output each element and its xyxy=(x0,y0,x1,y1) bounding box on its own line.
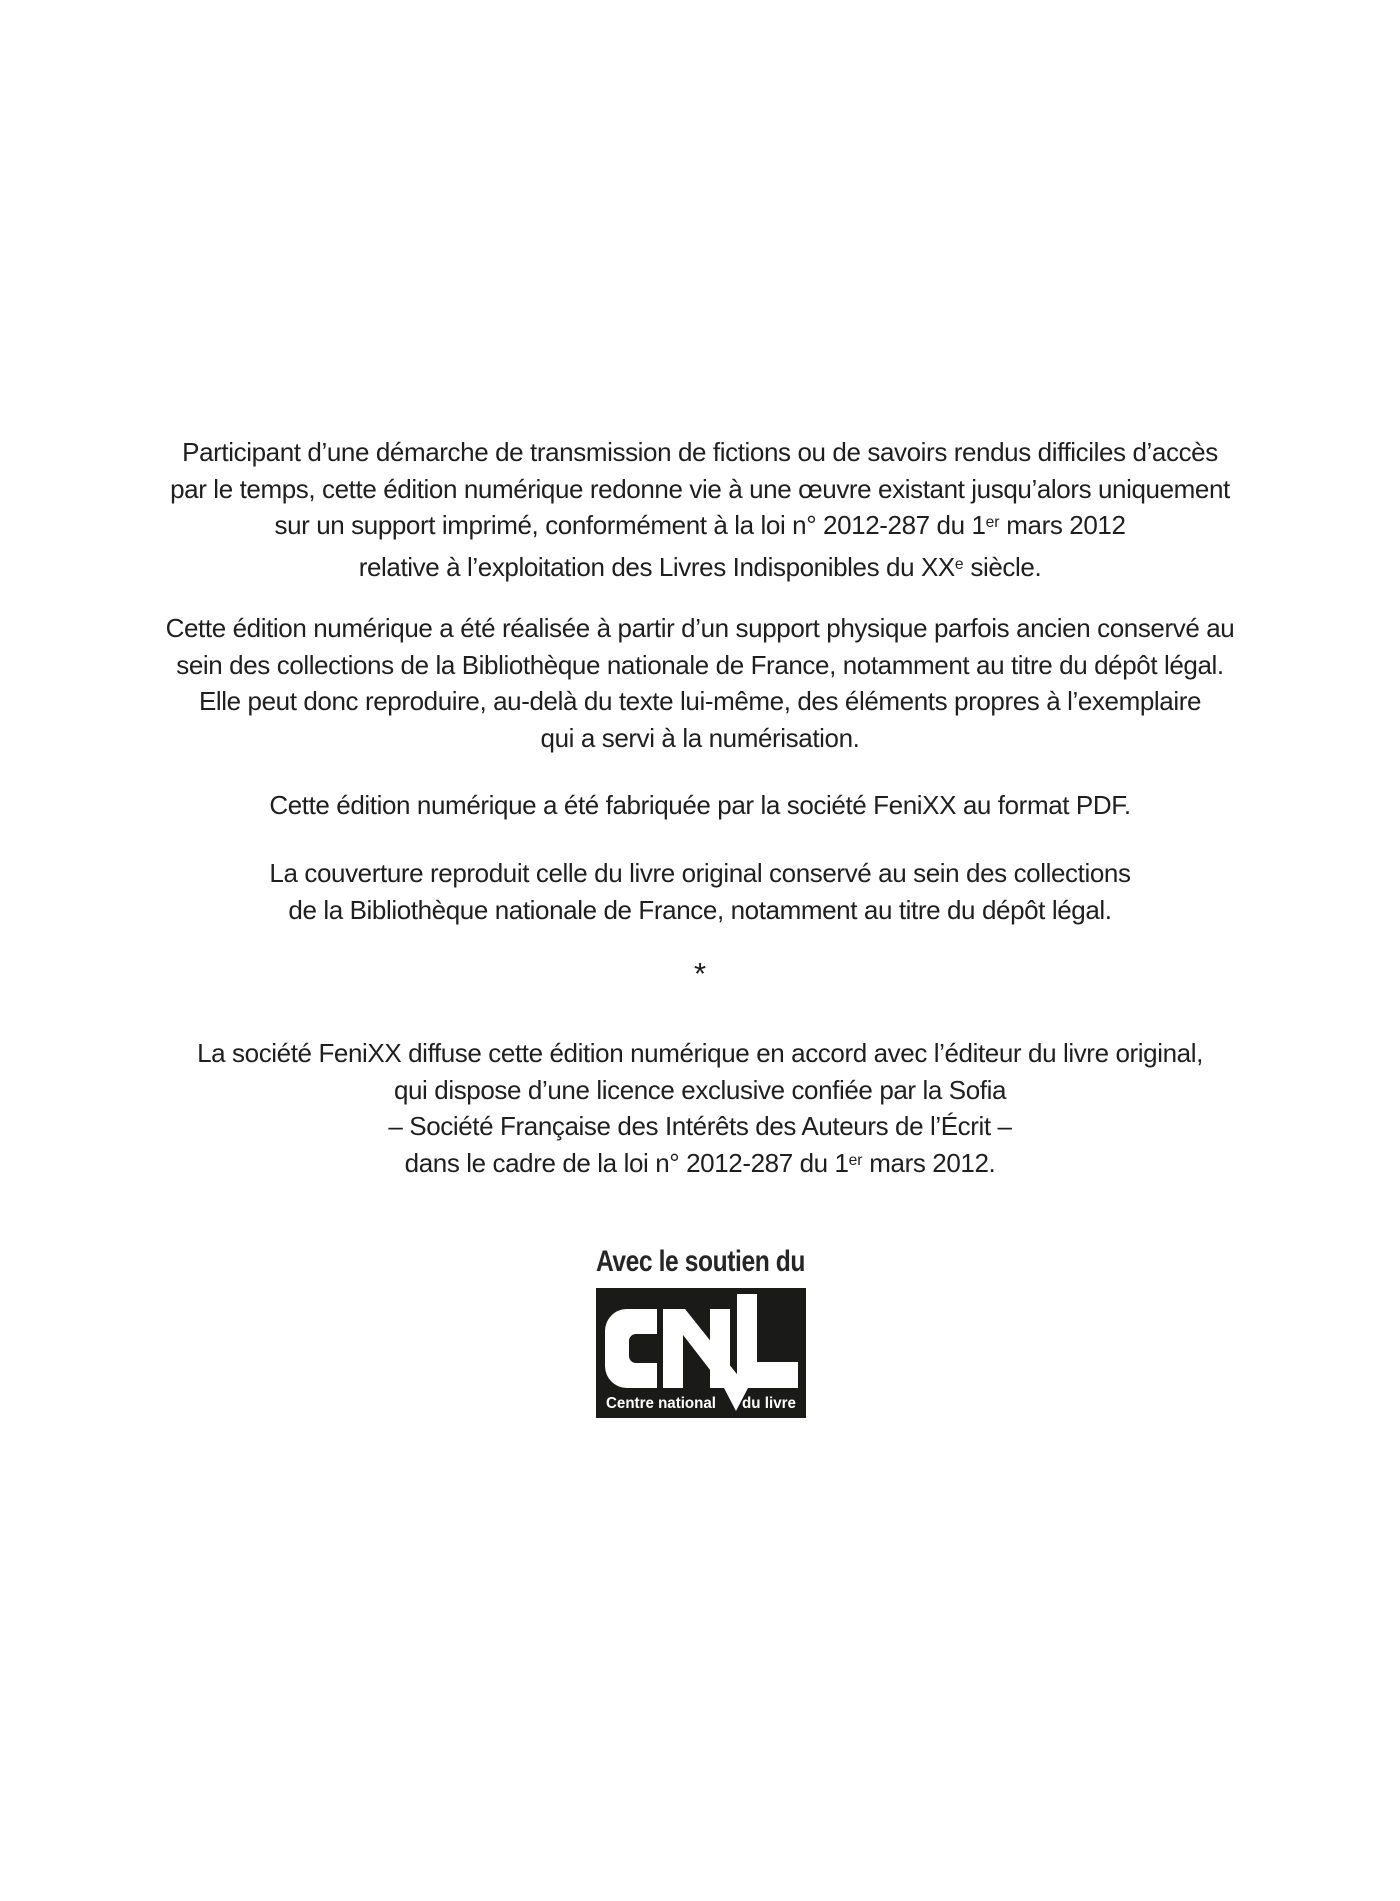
cnl-logo-svg xyxy=(596,1288,806,1418)
text-segment: siècle. xyxy=(963,551,1042,582)
cnl-caption-right: du livre xyxy=(742,1395,797,1412)
text-segment: dans le cadre de la loi n° 2012-287 du 1 xyxy=(404,1147,849,1178)
paragraph-cover-notice xyxy=(100,855,1300,928)
text-line: qui a servi à la numérisation. xyxy=(540,722,860,753)
text-line xyxy=(100,507,1300,549)
paragraph-fenixx-pdf xyxy=(100,787,1300,824)
support-label: Avec le soutien du xyxy=(595,1245,805,1278)
text-line: sein des collections de la Bibliothèque nationale de France, notamment au titre du dépôt légal. xyxy=(176,649,1224,680)
superscript-text: e xyxy=(954,555,964,573)
text-line: de la Bibliothèque nationale de France, notamment au titre du dépôt légal. xyxy=(288,894,1112,925)
paragraph-diffusion-sofia xyxy=(100,1035,1300,1186)
text-line: Cette édition numérique a été fabriquée par la société FeniXX au format PDF. xyxy=(269,790,1131,820)
paragraph-legal-context xyxy=(100,434,1300,590)
text-line: par le temps, cette édition numérique redonne vie à une œuvre existant jusqu’alors uniquement xyxy=(170,473,1230,504)
cnl-logo xyxy=(596,1288,806,1418)
text-line: Cette édition numérique a été réalisée à partir d’un support physique parfois ancien conservé au xyxy=(165,613,1235,643)
asterisk-separator: * xyxy=(693,956,707,991)
text-segment: sur un support imprimé, conformément à la loi n° 2012-287 du 1 xyxy=(274,510,986,541)
support-row xyxy=(0,1245,1400,1279)
text-line: Participant d’une démarche de transmission de fictions ou de savoirs rendus difficiles d’accès xyxy=(182,437,1218,467)
text-segment: mars 2012 xyxy=(999,510,1126,541)
cnl-caption-left: Centre national xyxy=(606,1395,716,1412)
paragraph-source-bnf xyxy=(100,610,1300,756)
text-line: La société FeniXX diffuse cette édition numérique en accord avec l’éditeur du livre original, xyxy=(197,1038,1203,1068)
text-line xyxy=(100,549,1300,591)
text-line: qui dispose d’une licence exclusive confiée par la Sofia xyxy=(393,1074,1007,1105)
text-line: La couverture reproduit celle du livre original conservé au sein des collections xyxy=(269,858,1131,888)
text-segment: mars 2012. xyxy=(862,1147,996,1178)
text-line: Elle peut donc reproduire, au-delà du texte lui-même, des éléments propres à l’exemplaire xyxy=(198,686,1202,717)
superscript-text: er xyxy=(848,1151,863,1169)
superscript-text: er xyxy=(985,514,1000,532)
text-line: – Société Française des Intérêts des Auteurs de l’Écrit – xyxy=(388,1111,1012,1142)
text-line xyxy=(100,1145,1300,1187)
text-segment: relative à l’exploitation des Livres Indisponibles du XX xyxy=(358,551,955,582)
